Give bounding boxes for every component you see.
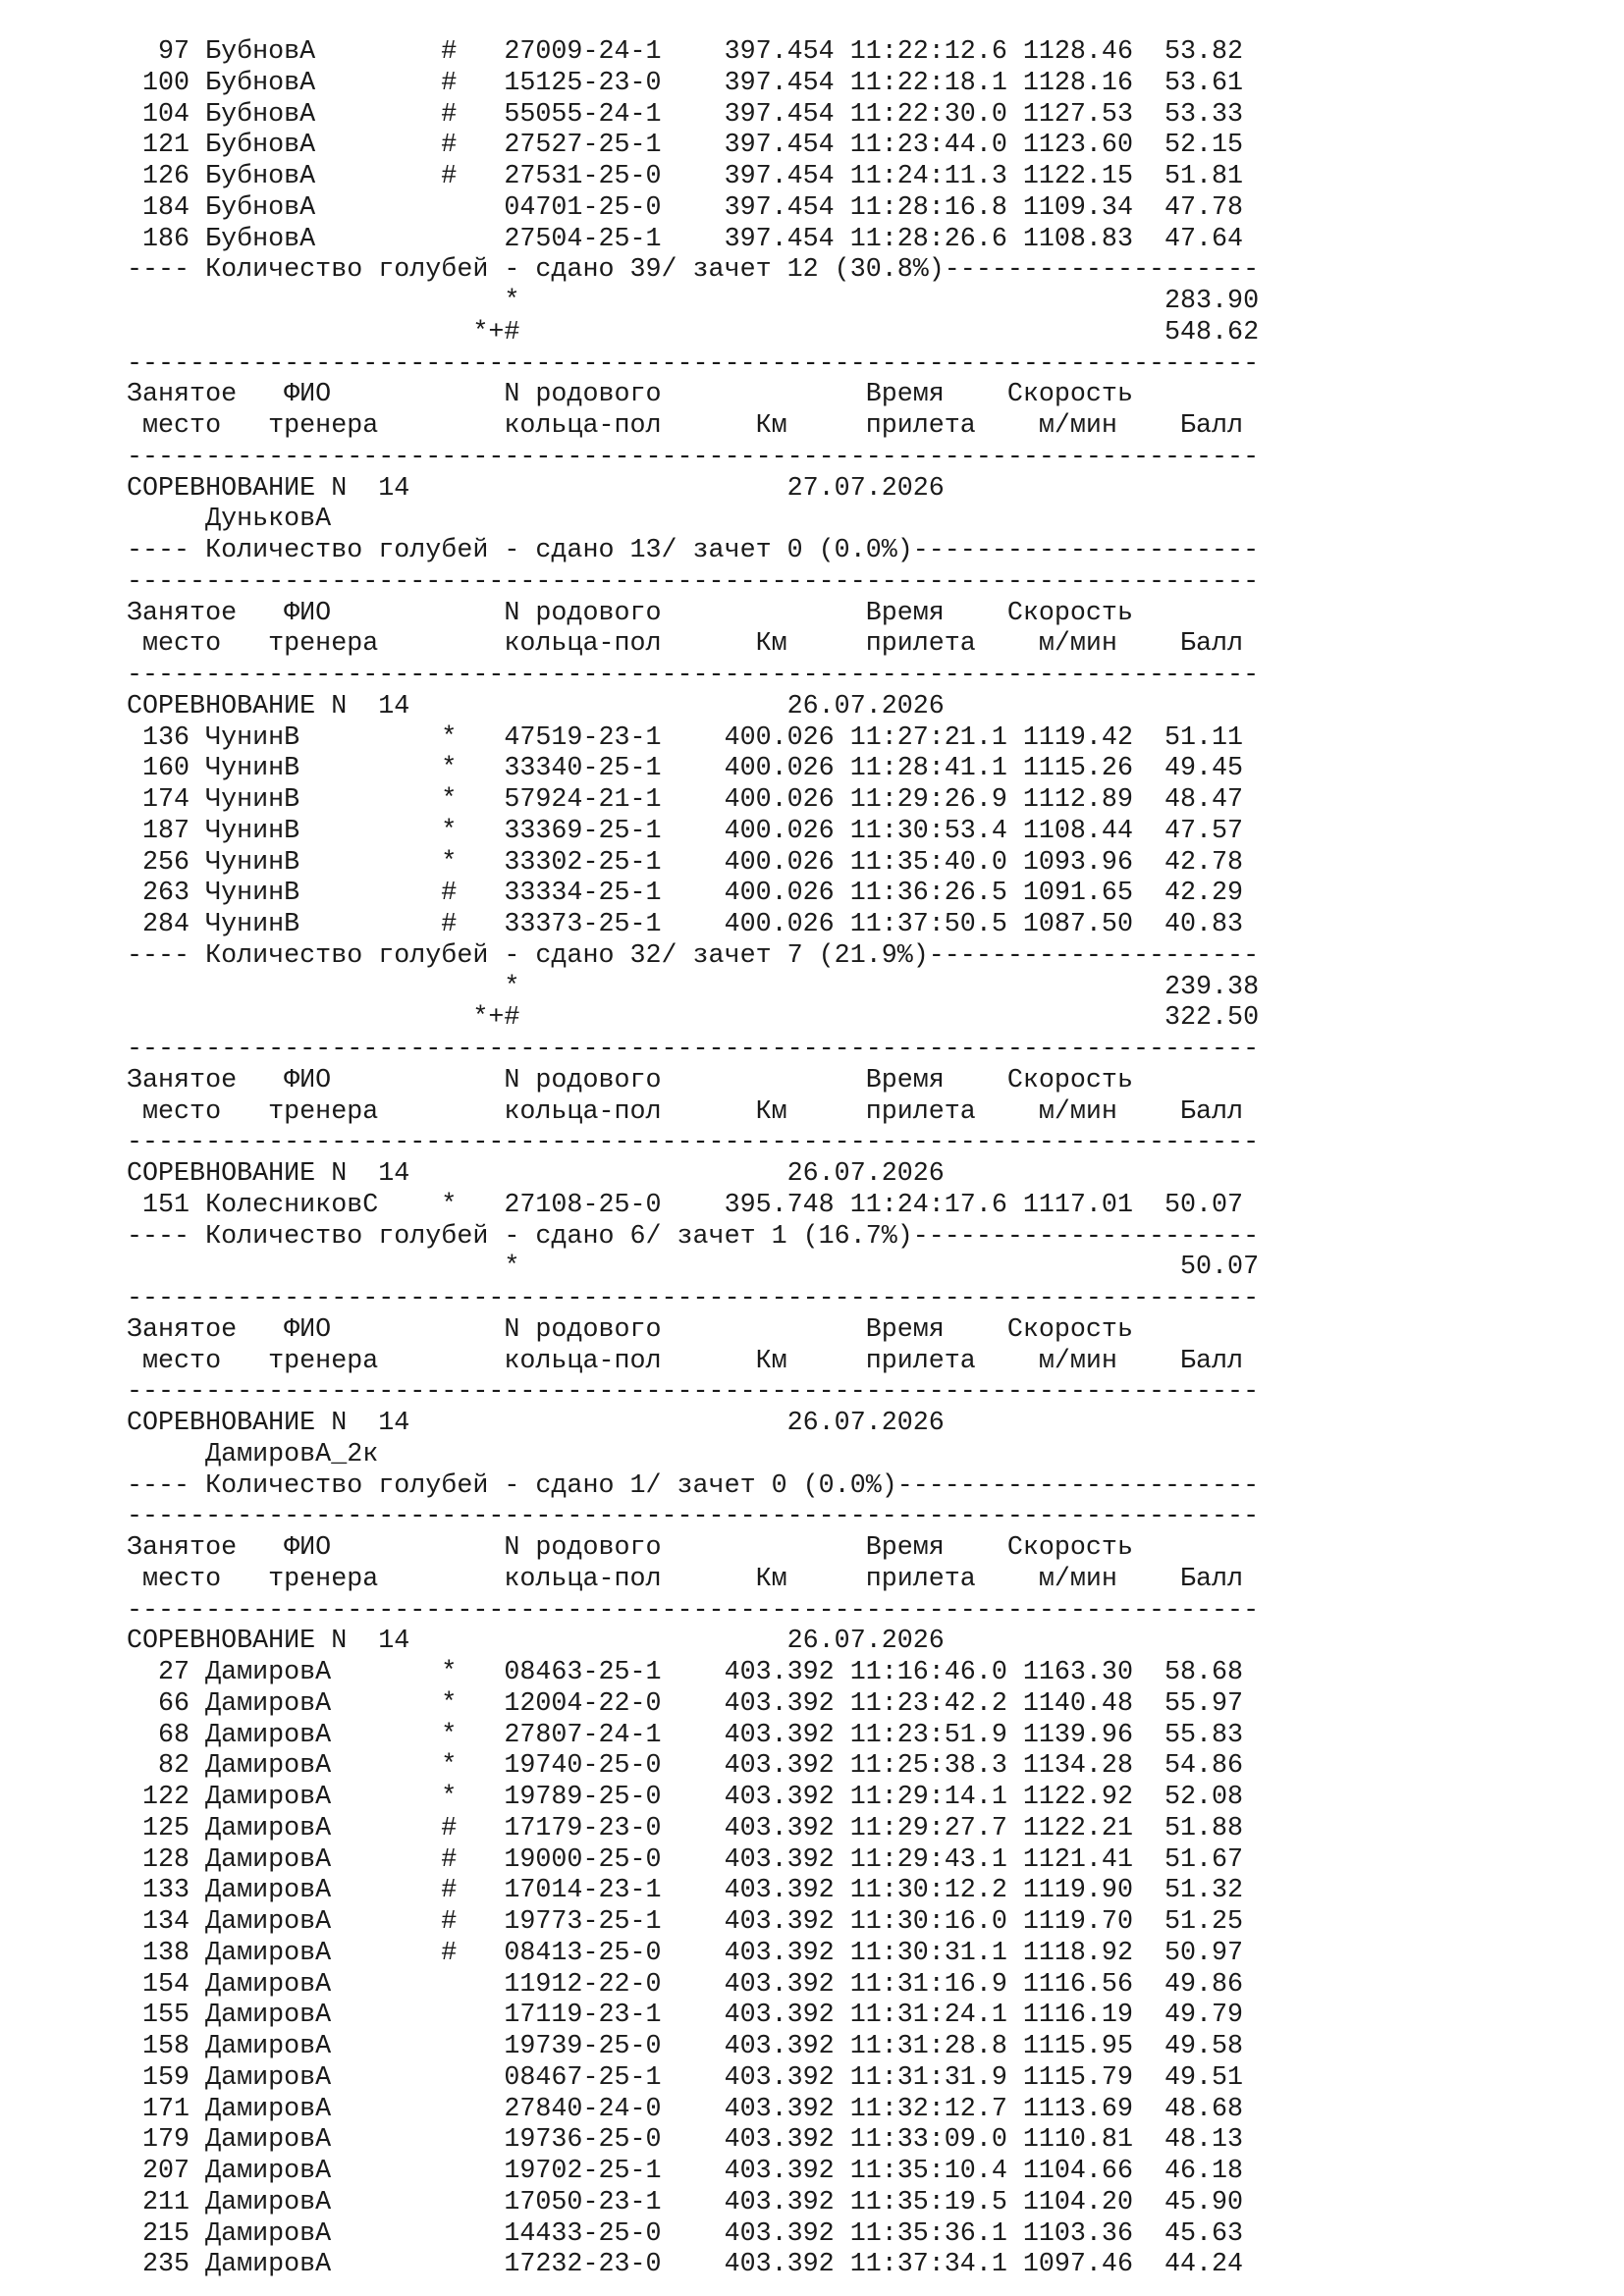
total-line: * 283.90: [127, 287, 1260, 316]
separator-line: ------------------------------------------------------------------------: [127, 1502, 1260, 1532]
participant-name: ДуньковА: [127, 505, 332, 535]
column-header: Занятое ФИО N родового Время Скорость: [127, 1065, 1133, 1095]
result-row: 138 ДамировА # 08413-25-0 403.392 11:30:31.1 1118.92 50.97: [127, 1938, 1244, 1968]
result-row: 134 ДамировА # 19773-25-1 403.392 11:30:16.0 1119.70 51.25: [127, 1907, 1244, 1937]
result-row: 184 БубновА 04701-25-0 397.454 11:28:16.8 1109.34 47.78: [127, 192, 1244, 223]
summary-line: ---- Количество голубей - сдано 32/ зачет 7 (21.9%)---------------------: [127, 940, 1260, 971]
result-row: 122 ДамировА * 19789-25-0 403.392 11:29:14.1 1122.92 52.08: [127, 1783, 1244, 1812]
separator-line: ------------------------------------------------------------------------: [127, 1035, 1260, 1064]
result-row: 171 ДамировА 27840-24-0 403.392 11:32:12.7 1113.69 48.68: [127, 2094, 1244, 2124]
separator-line: ------------------------------------------------------------------------: [127, 1128, 1260, 1158]
separator-line: ------------------------------------------------------------------------: [127, 1284, 1260, 1313]
result-row: 158 ДамировА 19739-25-0 403.392 11:31:28.8 1115.95 49.58: [127, 2032, 1244, 2061]
summary-line: ---- Количество голубей - сдано 39/ зачет 12 (30.8%)--------------------: [127, 255, 1260, 286]
result-row: 126 БубновА # 27531-25-0 397.454 11:24:11.3 1122.15 51.81: [127, 162, 1244, 191]
result-row: 154 ДамировА 11912-22-0 403.392 11:31:16.9 1116.56 49.86: [127, 1969, 1244, 2000]
result-row: 159 ДамировА 08467-25-1 403.392 11:31:31.9 1115.79 49.51: [127, 2062, 1244, 2093]
summary-line: ---- Количество голубей - сдано 1/ зачет 0 (0.0%)-----------------------: [127, 1470, 1260, 1501]
result-row: 68 ДамировА * 27807-24-1 403.392 11:23:51.9 1139.96 55.83: [127, 1720, 1244, 1750]
competition-header: СОРЕВНОВАНИЕ N 14 26.07.2026: [127, 1159, 945, 1189]
column-header: Занятое ФИО N родового Время Скорость: [127, 1314, 1133, 1345]
result-row: 100 БубновА # 15125-23-0 397.454 11:22:18.1 1128.16 53.61: [127, 68, 1244, 98]
result-row: 284 ЧунинВ # 33373-25-1 400.026 11:37:50.5 1087.50 40.83: [127, 910, 1244, 939]
result-row: 97 БубновА # 27009-24-1 397.454 11:22:12.6 1128.46 53.82: [127, 37, 1244, 67]
separator-line: ------------------------------------------------------------------------: [127, 661, 1260, 690]
result-row: 125 ДамировА # 17179-23-0 403.392 11:29:27.7 1122.21 51.88: [127, 1813, 1244, 1843]
separator-line: ------------------------------------------------------------------------: [127, 1377, 1260, 1408]
result-row: 128 ДамировА # 19000-25-0 403.392 11:29:43.1 1121.41 51.67: [127, 1844, 1244, 1875]
column-header: Занятое ФИО N родового Время Скорость: [127, 380, 1133, 410]
result-row: 179 ДамировА 19736-25-0 403.392 11:33:09.0 1110.81 48.13: [127, 2125, 1244, 2156]
summary-line: ---- Количество голубей - сдано 13/ зачет 0 (0.0%)----------------------: [127, 536, 1260, 565]
result-row: 104 БубновА # 55055-24-1 397.454 11:22:30.0 1127.53 53.33: [127, 99, 1244, 130]
separator-line: ------------------------------------------------------------------------: [127, 442, 1260, 472]
competition-header: СОРЕВНОВАНИЕ N 14 27.07.2026: [127, 473, 945, 504]
total-line: *+# 322.50: [127, 1003, 1260, 1034]
result-row: 235 ДамировА 17232-23-0 403.392 11:37:34.1 1097.46 44.24: [127, 2250, 1244, 2280]
result-row: 215 ДамировА 14433-25-0 403.392 11:35:36.1 1103.36 45.63: [127, 2218, 1244, 2249]
total-line: * 239.38: [127, 972, 1260, 1002]
total-line: * 50.07: [127, 1253, 1260, 1283]
result-row: 82 ДамировА * 19740-25-0 403.392 11:25:38.3 1134.28 54.86: [127, 1751, 1244, 1782]
result-row: 187 ЧунинВ * 33369-25-1 400.026 11:30:53.4 1108.44 47.57: [127, 816, 1244, 846]
column-header: Занятое ФИО N родового Время Скорость: [127, 1533, 1133, 1563]
result-row: 136 ЧунинВ * 47519-23-1 400.026 11:27:21.1 1119.42 51.11: [127, 722, 1244, 753]
result-row: 207 ДамировА 19702-25-1 403.392 11:35:10.4 1104.66 46.18: [127, 2157, 1244, 2186]
result-row: 263 ЧунинВ # 33334-25-1 400.026 11:36:26.5 1091.65 42.29: [127, 879, 1244, 909]
result-row: 133 ДамировА # 17014-23-1 403.392 11:30:12.2 1119.90 51.32: [127, 1876, 1244, 1906]
separator-line: ------------------------------------------------------------------------: [127, 566, 1260, 597]
column-header: место тренера кольца-пол Км прилета м/мин Балл: [127, 629, 1244, 660]
column-header: место тренера кольца-пол Км прилета м/мин Балл: [127, 1564, 1244, 1594]
column-header: место тренера кольца-пол Км прилета м/мин Балл: [127, 1346, 1244, 1376]
result-row: 174 ЧунинВ * 57924-21-1 400.026 11:29:26.9 1112.89 48.47: [127, 785, 1244, 815]
result-row: 66 ДамировА * 12004-22-0 403.392 11:23:42.2 1140.48 55.97: [127, 1688, 1244, 1719]
result-row: 121 БубновА # 27527-25-1 397.454 11:23:44.0 1123.60 52.15: [127, 131, 1244, 161]
competition-header: СОРЕВНОВАНИЕ N 14 26.07.2026: [127, 1627, 945, 1657]
total-line: *+# 548.62: [127, 317, 1260, 347]
column-header: Занятое ФИО N родового Время Скорость: [127, 598, 1133, 628]
participant-name: ДамировА_2к: [127, 1439, 379, 1469]
competition-header: СОРЕВНОВАНИЕ N 14 26.07.2026: [127, 691, 945, 721]
result-row: 155 ДамировА 17119-23-1 403.392 11:31:24.1 1116.19 49.79: [127, 2001, 1244, 2031]
result-row: 151 КолесниковС * 27108-25-0 395.748 11:24:17.6 1117.01 50.07: [127, 1190, 1244, 1220]
summary-line: ---- Количество голубей - сдано 6/ зачет 1 (16.7%)----------------------: [127, 1221, 1260, 1252]
result-row: 186 БубновА 27504-25-1 397.454 11:28:26.6 1108.83 47.64: [127, 224, 1244, 254]
result-row: 211 ДамировА 17050-23-1 403.392 11:35:19.5 1104.20 45.90: [127, 2187, 1244, 2217]
column-header: место тренера кольца-пол Км прилета м/мин Балл: [127, 1096, 1244, 1127]
column-header: место тренера кольца-пол Км прилета м/мин Балл: [127, 411, 1244, 441]
separator-line: ------------------------------------------------------------------------: [127, 1595, 1260, 1626]
result-row: 27 ДамировА * 08463-25-1 403.392 11:16:46.0 1163.30 58.68: [127, 1658, 1244, 1687]
result-row: 160 ЧунинВ * 33340-25-1 400.026 11:28:41.1 1115.26 49.45: [127, 754, 1244, 784]
results-printout: [127, 37, 1259, 2281]
competition-header: СОРЕВНОВАНИЕ N 14 26.07.2026: [127, 1409, 945, 1438]
result-row: 256 ЧунинВ * 33302-25-1 400.026 11:35:40.0 1093.96 42.78: [127, 847, 1244, 878]
separator-line: ------------------------------------------------------------------------: [127, 348, 1260, 379]
